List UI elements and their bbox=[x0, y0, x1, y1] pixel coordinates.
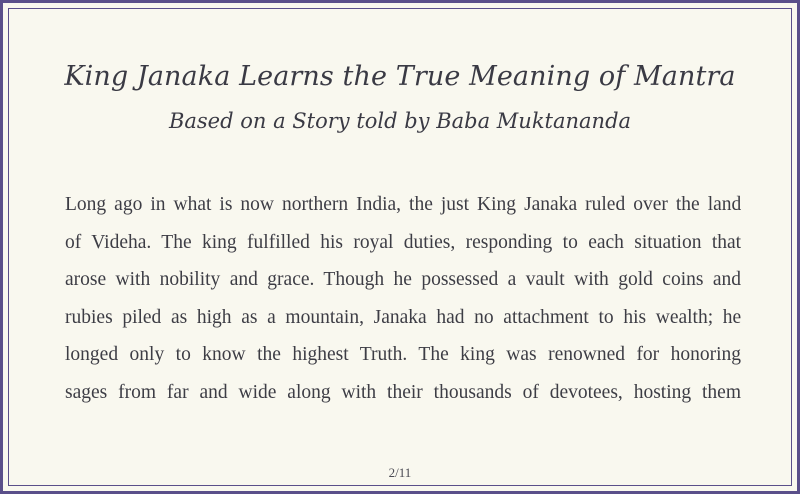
paragraph-line: Long ago in what is now northern India, the just King Janaka ruled over the land bbox=[65, 194, 742, 215]
paragraph-line: sages from far and wide along with their thousands of devotees, hosting them bbox=[65, 381, 741, 403]
paragraph-line: arose with nobility and grace. Though he possessed a vault with gold coins and bbox=[65, 269, 742, 291]
paragraph-line: of Videha. The king fulfilled his royal duties, responding to each situation that bbox=[65, 231, 742, 253]
page-subtitle: Based on a Story told by Baba Muktananda bbox=[168, 109, 632, 133]
paragraph-line: rubies piled as high as a mountain, Janaka had no attachment to his wealth; he bbox=[65, 306, 742, 328]
story-paragraph bbox=[65, 186, 741, 412]
page-number: 2/11 bbox=[388, 465, 412, 480]
paragraph-line: longed only to know the highest Truth. The king was renowned for honoring bbox=[65, 344, 742, 366]
page-title: King Janaka Learns the True Meaning of Mantra bbox=[64, 61, 736, 92]
